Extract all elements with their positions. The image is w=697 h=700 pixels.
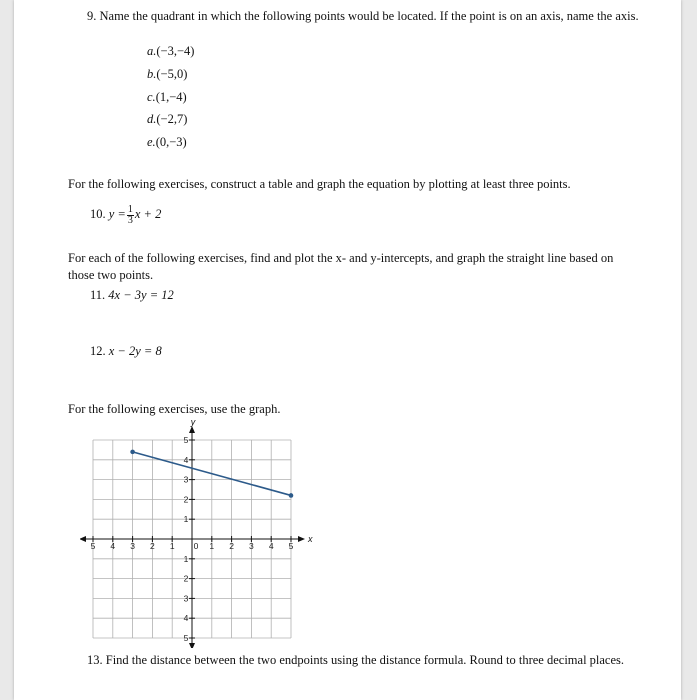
instruction-table-graph: For the following exercises, construct a table and graph the equation by plotting at least three points.: [68, 177, 571, 191]
x-axis-label: x: [308, 534, 313, 544]
y-tick-label: 4: [183, 454, 189, 465]
y-axis-arrow-up: [189, 426, 195, 433]
y-tick-label: 1: [183, 514, 189, 525]
question-12: 12. x − 2y = 8: [90, 344, 162, 358]
x-axis-arrow-right: [298, 536, 305, 542]
question-11: 11. 4x − 3y = 12: [90, 288, 174, 302]
x-tick-label: 4: [268, 541, 274, 551]
y-tick-label: 2: [183, 494, 189, 505]
fraction-one-third: $\frac{1}{3}$: [127, 203, 133, 226]
y-tick-label: 5: [183, 435, 189, 445]
document-page: [14, 0, 681, 700]
y-tick-label: 3: [183, 474, 189, 485]
question-13-text: 13. Find the distance between the two endpoints using the distance formula. Round to three decimal places.: [87, 653, 625, 667]
point-b: b.(−5,0): [147, 67, 188, 81]
segment-endpoint: [130, 450, 135, 455]
question-10: 10. y = $\frac{1}{3}$ x + 2: [90, 203, 162, 226]
point-d: d.(−2,7): [147, 112, 188, 126]
segment-endpoint: [289, 493, 294, 498]
point-a: a.(−3,−4): [147, 44, 195, 58]
y-axis-label: y: [190, 418, 196, 427]
x-axis-arrow-left: [80, 536, 86, 542]
y-tick-label: 4: [183, 613, 189, 624]
question-9-text: 9. Name the quadrant in which the following points would be located. If the point is on an axis, name the axis.: [87, 9, 639, 23]
x-tick-label: 1: [169, 541, 175, 551]
y-tick-label: 1: [183, 553, 189, 564]
y-tick-label: 5: [183, 633, 189, 643]
x-tick-label: 2: [150, 541, 155, 551]
x-tick-label: 0: [193, 541, 199, 551]
point-c: c.(1,−4): [147, 90, 187, 104]
instruction-intercepts: For each of the following exercises, find and plot the x- and y-intercepts, and graph the straight line based on those two points.: [68, 251, 614, 282]
y-axis-arrow-down: [189, 643, 195, 648]
x-tick-label: 5: [288, 541, 294, 551]
x-tick-label: 3: [130, 541, 135, 551]
x-tick-label: 2: [229, 541, 234, 551]
y-tick-label: 2: [183, 573, 189, 584]
coordinate-graph: [80, 418, 330, 648]
y-tick-label: 3: [183, 593, 189, 604]
x-tick-label: 4: [110, 541, 116, 551]
instruction-use-graph: For the following exercises, use the graph.: [68, 402, 281, 416]
point-e: e.(0,−3): [147, 135, 187, 149]
x-tick-label: 1: [209, 541, 215, 551]
x-tick-label: 3: [249, 541, 254, 551]
x-tick-label: 5: [90, 541, 96, 551]
